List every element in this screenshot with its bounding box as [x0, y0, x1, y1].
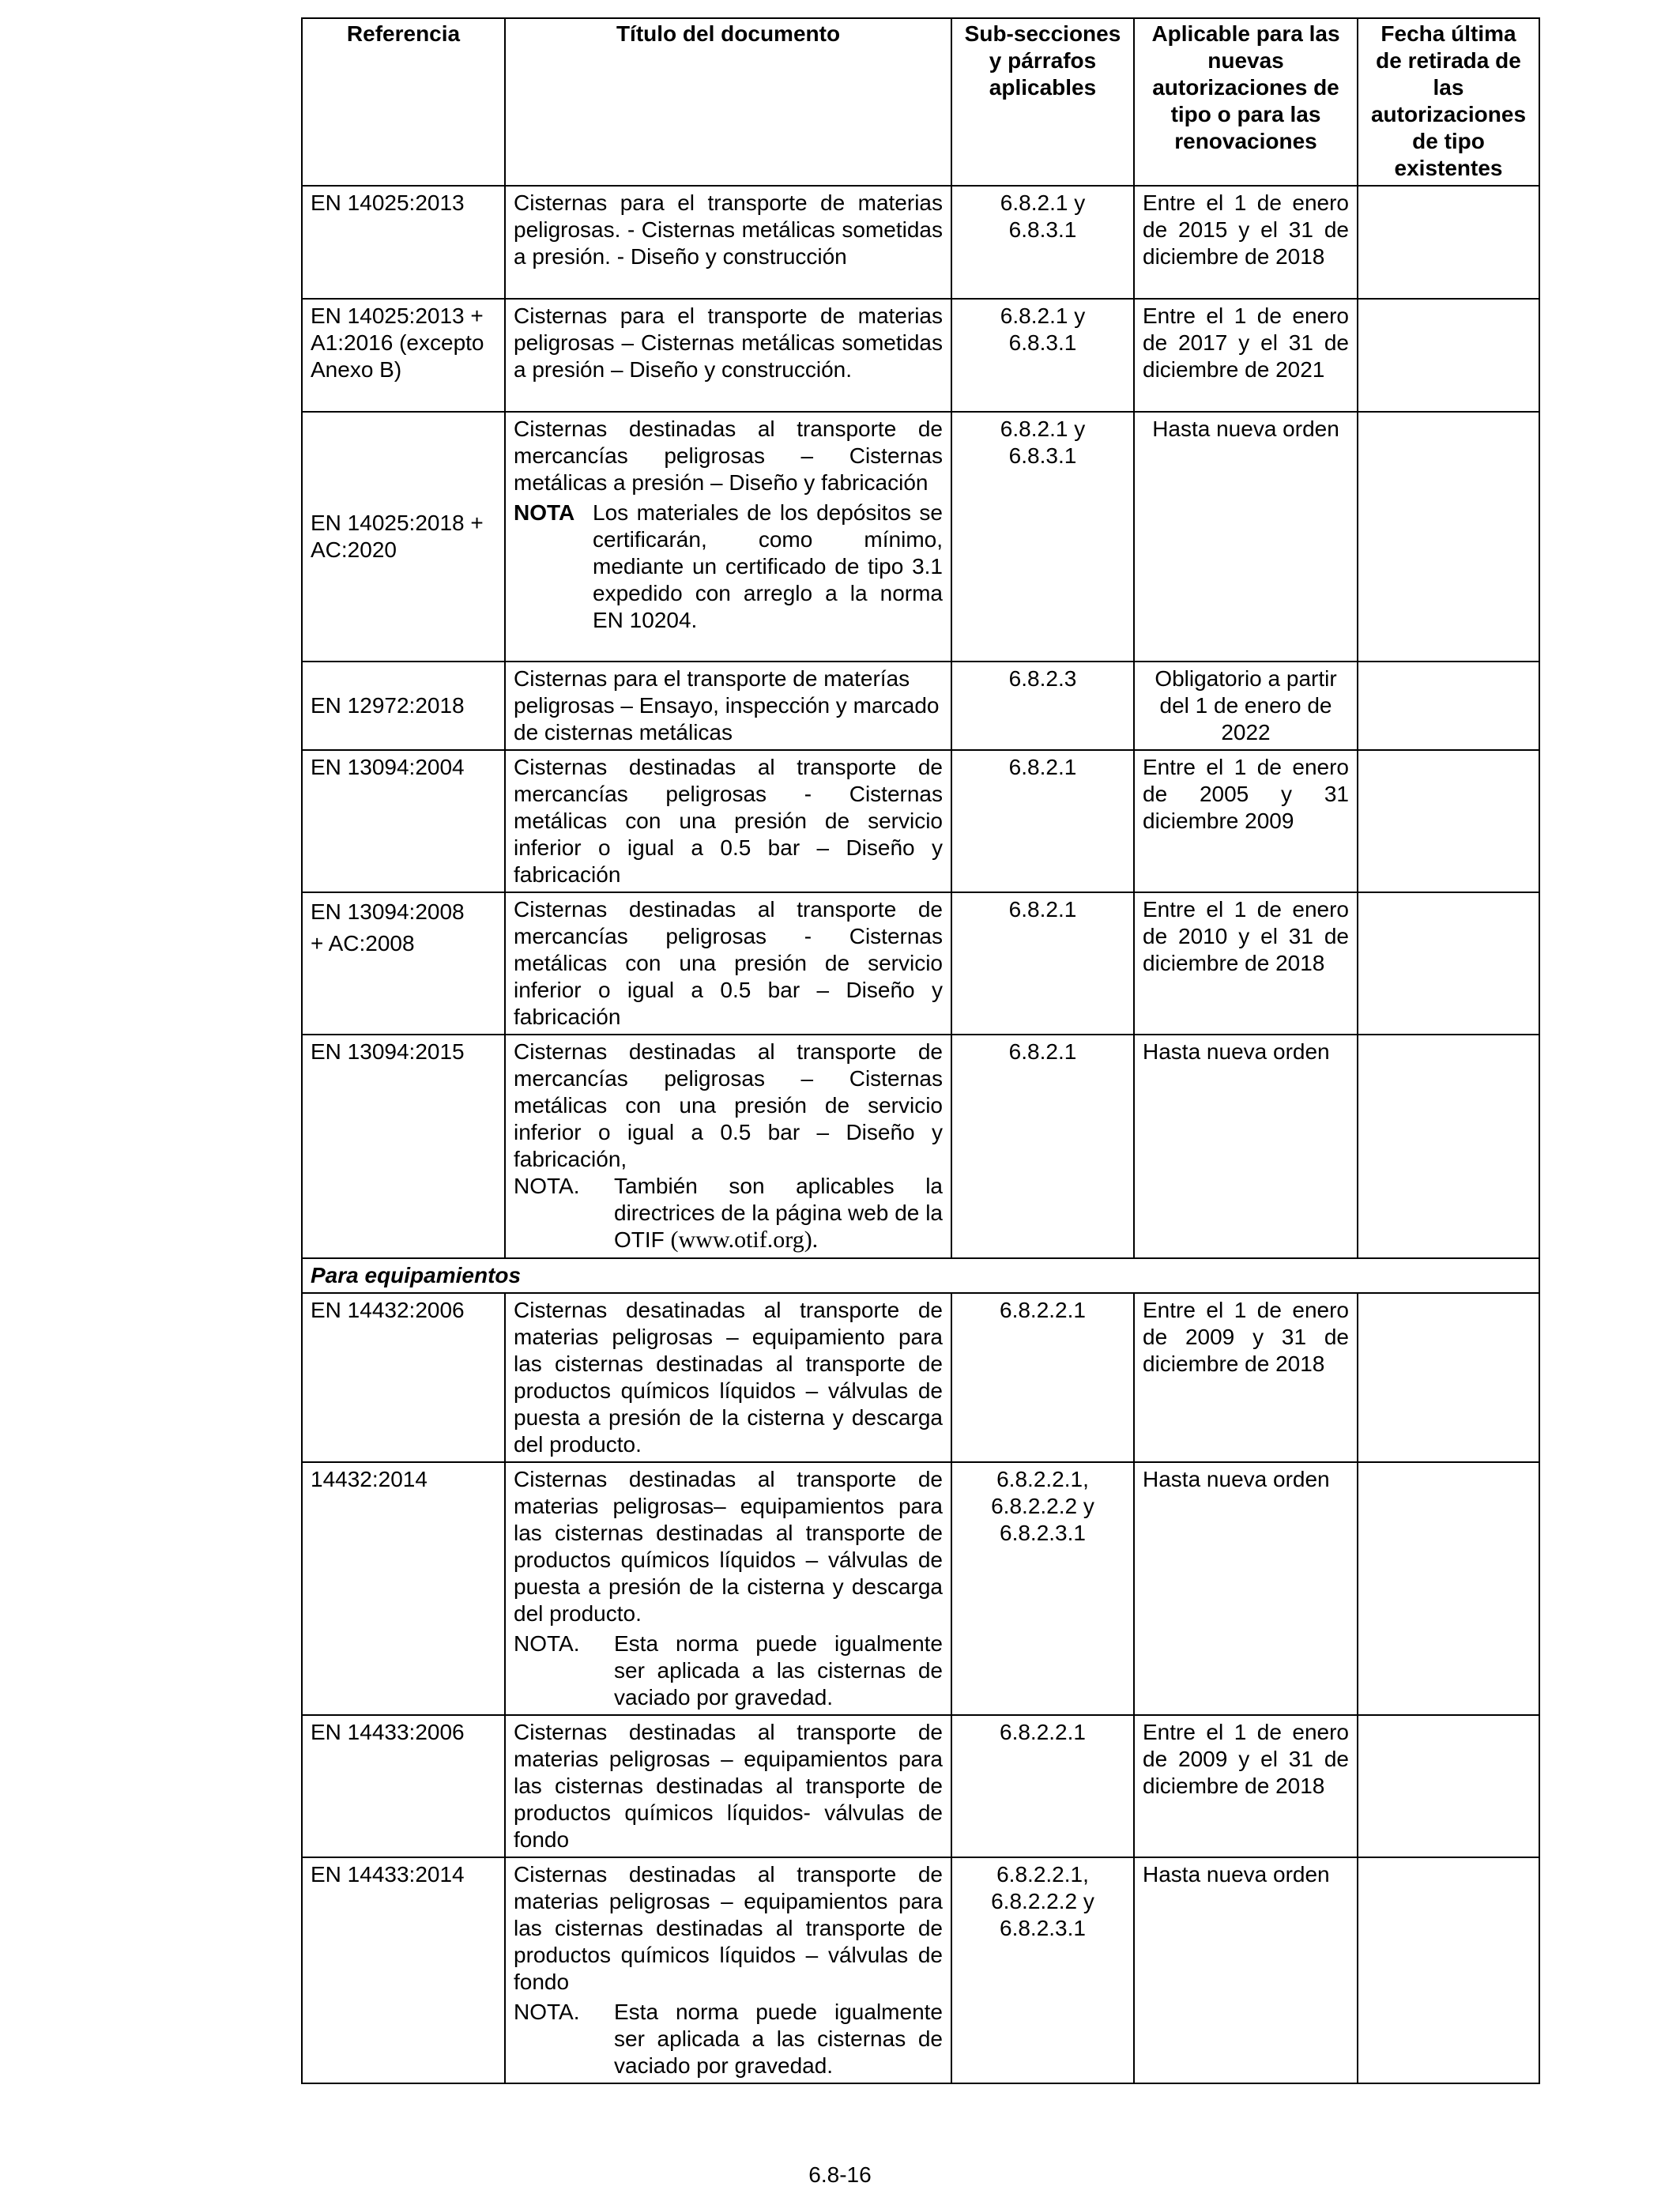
sub-cell: 6.8.2.2.1 [951, 1293, 1134, 1462]
sub-cell: 6.8.2.1 y 6.8.3.1 [951, 412, 1134, 662]
ref-cell: 14432:2014 [302, 1462, 505, 1715]
fecha-cell [1358, 186, 1539, 299]
table-row [302, 662, 1539, 750]
sub-cell: 6.8.2.2.1 [951, 1715, 1134, 1857]
title-cell: Cisternas para el transporte de materias peligrosas – Cisternas metálicas sometidas a presión – Diseño y construcción. [505, 299, 951, 412]
nota-text: Esta norma puede igualmente ser aplicada a las cisternas de vaciado por gravedad. [614, 1631, 943, 1710]
sub-cell: 6.8.2.1 [951, 750, 1134, 892]
table-row [302, 1293, 1539, 1462]
title-text: Cisternas destinadas al transporte de mercancías peligrosas – Cisternas metálicas con una presión de servicio inferior o igual a 0.5 bar – Diseño y fabricación, [514, 1039, 943, 1171]
nota-url: (www.otif.org). [670, 1227, 819, 1253]
title-cell: Cisternas destinadas al transporte de materias peligrosas – equipamientos para las cisternas destinadas al transporte de productos químicos líquidos- válvulas de fondo [505, 1715, 951, 1857]
nota-label: NOTA [514, 500, 575, 525]
fecha-cell [1358, 299, 1539, 412]
sub-cell: 6.8.2.1 y 6.8.3.1 [951, 186, 1134, 299]
fecha-cell [1358, 750, 1539, 892]
header-row [302, 18, 1539, 186]
sub-cell: 6.8.2.1 [951, 1035, 1134, 1258]
title-text: Cisternas destinadas al transporte de materias peligrosas– equipamientos para las cisternas destinadas al transporte de productos químicos líquidos – válvulas de puesta a presión de la cisterna y descarga del producto. [514, 1467, 943, 1626]
nota-label: NOTA. [514, 1631, 580, 1656]
title-cell [505, 1857, 951, 2083]
app-cell: Entre el 1 de enero de 2009 y el 31 de diciembre de 2018 [1134, 1715, 1358, 1857]
title-text: Cisternas destinadas al transporte de materias peligrosas – equipamientos para las cisternas destinadas al transporte de productos químicos líquidos – válvulas de fondo [514, 1862, 943, 1994]
nota-text: Los materiales de los depósitos se certificarán, como mínimo, mediante un certificado de tipo 3.1 expedido con arreglo a la norma EN 10204. [593, 500, 943, 632]
app-cell: Hasta nueva orden [1134, 1035, 1358, 1258]
fecha-cell [1358, 1462, 1539, 1715]
table-row [302, 892, 1539, 1035]
app-cell: Hasta nueva orden [1134, 412, 1358, 662]
standards-table [301, 17, 1540, 2084]
ref-cell: EN 14432:2006 [302, 1293, 505, 1462]
title-cell [505, 1035, 951, 1258]
fecha-cell [1358, 1293, 1539, 1462]
app-cell: Obligatorio a partir del 1 de enero de 2022 [1134, 662, 1358, 750]
sub-cell: 6.8.2.1 y 6.8.3.1 [951, 299, 1134, 412]
nota [514, 1630, 943, 1711]
nota-text: Esta norma puede igualmente ser aplicada a las cisternas de vaciado por gravedad. [614, 2000, 943, 2078]
title-text: Cisternas destinadas al transporte de mercancías peligrosas – Cisternas metálicas a presión – Diseño y fabricación [514, 417, 943, 495]
title-cell: Cisternas para el transporte de materías peligrosas – Ensayo, inspección y marcado de cisternas metálicas [505, 662, 951, 750]
sub-cell: 6.8.2.1 [951, 892, 1134, 1035]
fecha-cell [1358, 892, 1539, 1035]
header-fecha: Fecha última de retirada de las autorizaciones de tipo existentes [1358, 18, 1539, 186]
title-cell: Cisternas desatinadas al transporte de materias peligrosas – equipamiento para las cisternas destinadas al transporte de productos químicos líquidos – válvulas de puesta a presión de la cisterna y descarga del producto. [505, 1293, 951, 1462]
title-cell: Cisternas destinadas al transporte de mercancías peligrosas - Cisternas metálicas con una presión de servicio inferior o igual a 0.5 bar – Diseño y fabricación [505, 892, 951, 1035]
title-cell: Cisternas destinadas al transporte de mercancías peligrosas - Cisternas metálicas con una presión de servicio inferior o igual a 0.5 bar – Diseño y fabricación [505, 750, 951, 892]
nota-label: NOTA. [514, 2000, 580, 2024]
fecha-cell [1358, 412, 1539, 662]
table-row [302, 186, 1539, 299]
ref-cell: EN 13094:2015 [302, 1035, 505, 1258]
sub-cell: 6.8.2.2.1, 6.8.2.2.2 y 6.8.2.3.1 [951, 1857, 1134, 2083]
nota [514, 1999, 943, 2079]
table-row [302, 1857, 1539, 2083]
fecha-cell [1358, 1035, 1539, 1258]
ref-cell: EN 14025:2013 [302, 186, 505, 299]
app-cell: Entre el 1 de enero de 2009 y 31 de diciembre de 2018 [1134, 1293, 1358, 1462]
title-cell: Cisternas para el transporte de materias peligrosas. - Cisternas metálicas sometidas a presión. - Diseño y construcción [505, 186, 951, 299]
fecha-cell [1358, 662, 1539, 750]
app-cell: Entre el 1 de enero de 2015 y el 31 de diciembre de 2018 [1134, 186, 1358, 299]
nota [514, 1173, 943, 1253]
ref-cell: EN 14025:2018 + AC:2020 [302, 412, 505, 662]
nota [514, 499, 943, 634]
nota-text: También son aplicables la directrices de la página web de la OTIF [614, 1174, 943, 1252]
table-row [302, 412, 1539, 662]
fecha-cell [1358, 1857, 1539, 2083]
table-row [302, 299, 1539, 412]
title-cell [505, 412, 951, 662]
table-row [302, 750, 1539, 892]
nota-body [614, 1173, 943, 1253]
ref-cell: EN 13094:2004 [302, 750, 505, 892]
sub-cell: 6.8.2.3 [951, 662, 1134, 750]
ref-cell: EN 14025:2013 + A1:2016 (excepto Anexo B) [302, 299, 505, 412]
nota-label: NOTA. [514, 1174, 580, 1198]
sub-cell: 6.8.2.2.1, 6.8.2.2.2 y 6.8.2.3.1 [951, 1462, 1134, 1715]
header-ref: Referencia [302, 18, 505, 186]
app-cell: Hasta nueva orden [1134, 1462, 1358, 1715]
table-row [302, 1715, 1539, 1857]
ref-cell: EN 12972:2018 [302, 662, 505, 750]
app-cell: Entre el 1 de enero de 2005 y 31 diciembre 2009 [1134, 750, 1358, 892]
section-label: Para equipamientos [302, 1258, 1539, 1293]
table-row [302, 1035, 1539, 1258]
fecha-cell [1358, 1715, 1539, 1857]
title-cell [505, 1462, 951, 1715]
app-cell: Entre el 1 de enero de 2010 y el 31 de diciembre de 2018 [1134, 892, 1358, 1035]
app-cell: Entre el 1 de enero de 2017 y el 31 de diciembre de 2021 [1134, 299, 1358, 412]
header-app: Aplicable para las nuevas autorizaciones de tipo o para las renovaciones [1134, 18, 1358, 186]
table-row [302, 1462, 1539, 1715]
app-cell: Hasta nueva orden [1134, 1857, 1358, 2083]
ref-cell: EN 14433:2006 [302, 1715, 505, 1857]
ref-cell: EN 14433:2014 [302, 1857, 505, 2083]
section-row [302, 1258, 1539, 1293]
ref-cell: EN 13094:2008 + AC:2008 [302, 892, 505, 1035]
page-number: 6.8-16 [808, 2162, 872, 2187]
header-title: Título del documento [505, 18, 951, 186]
header-sub: Sub-secciones y párrafos aplicables [951, 18, 1134, 186]
